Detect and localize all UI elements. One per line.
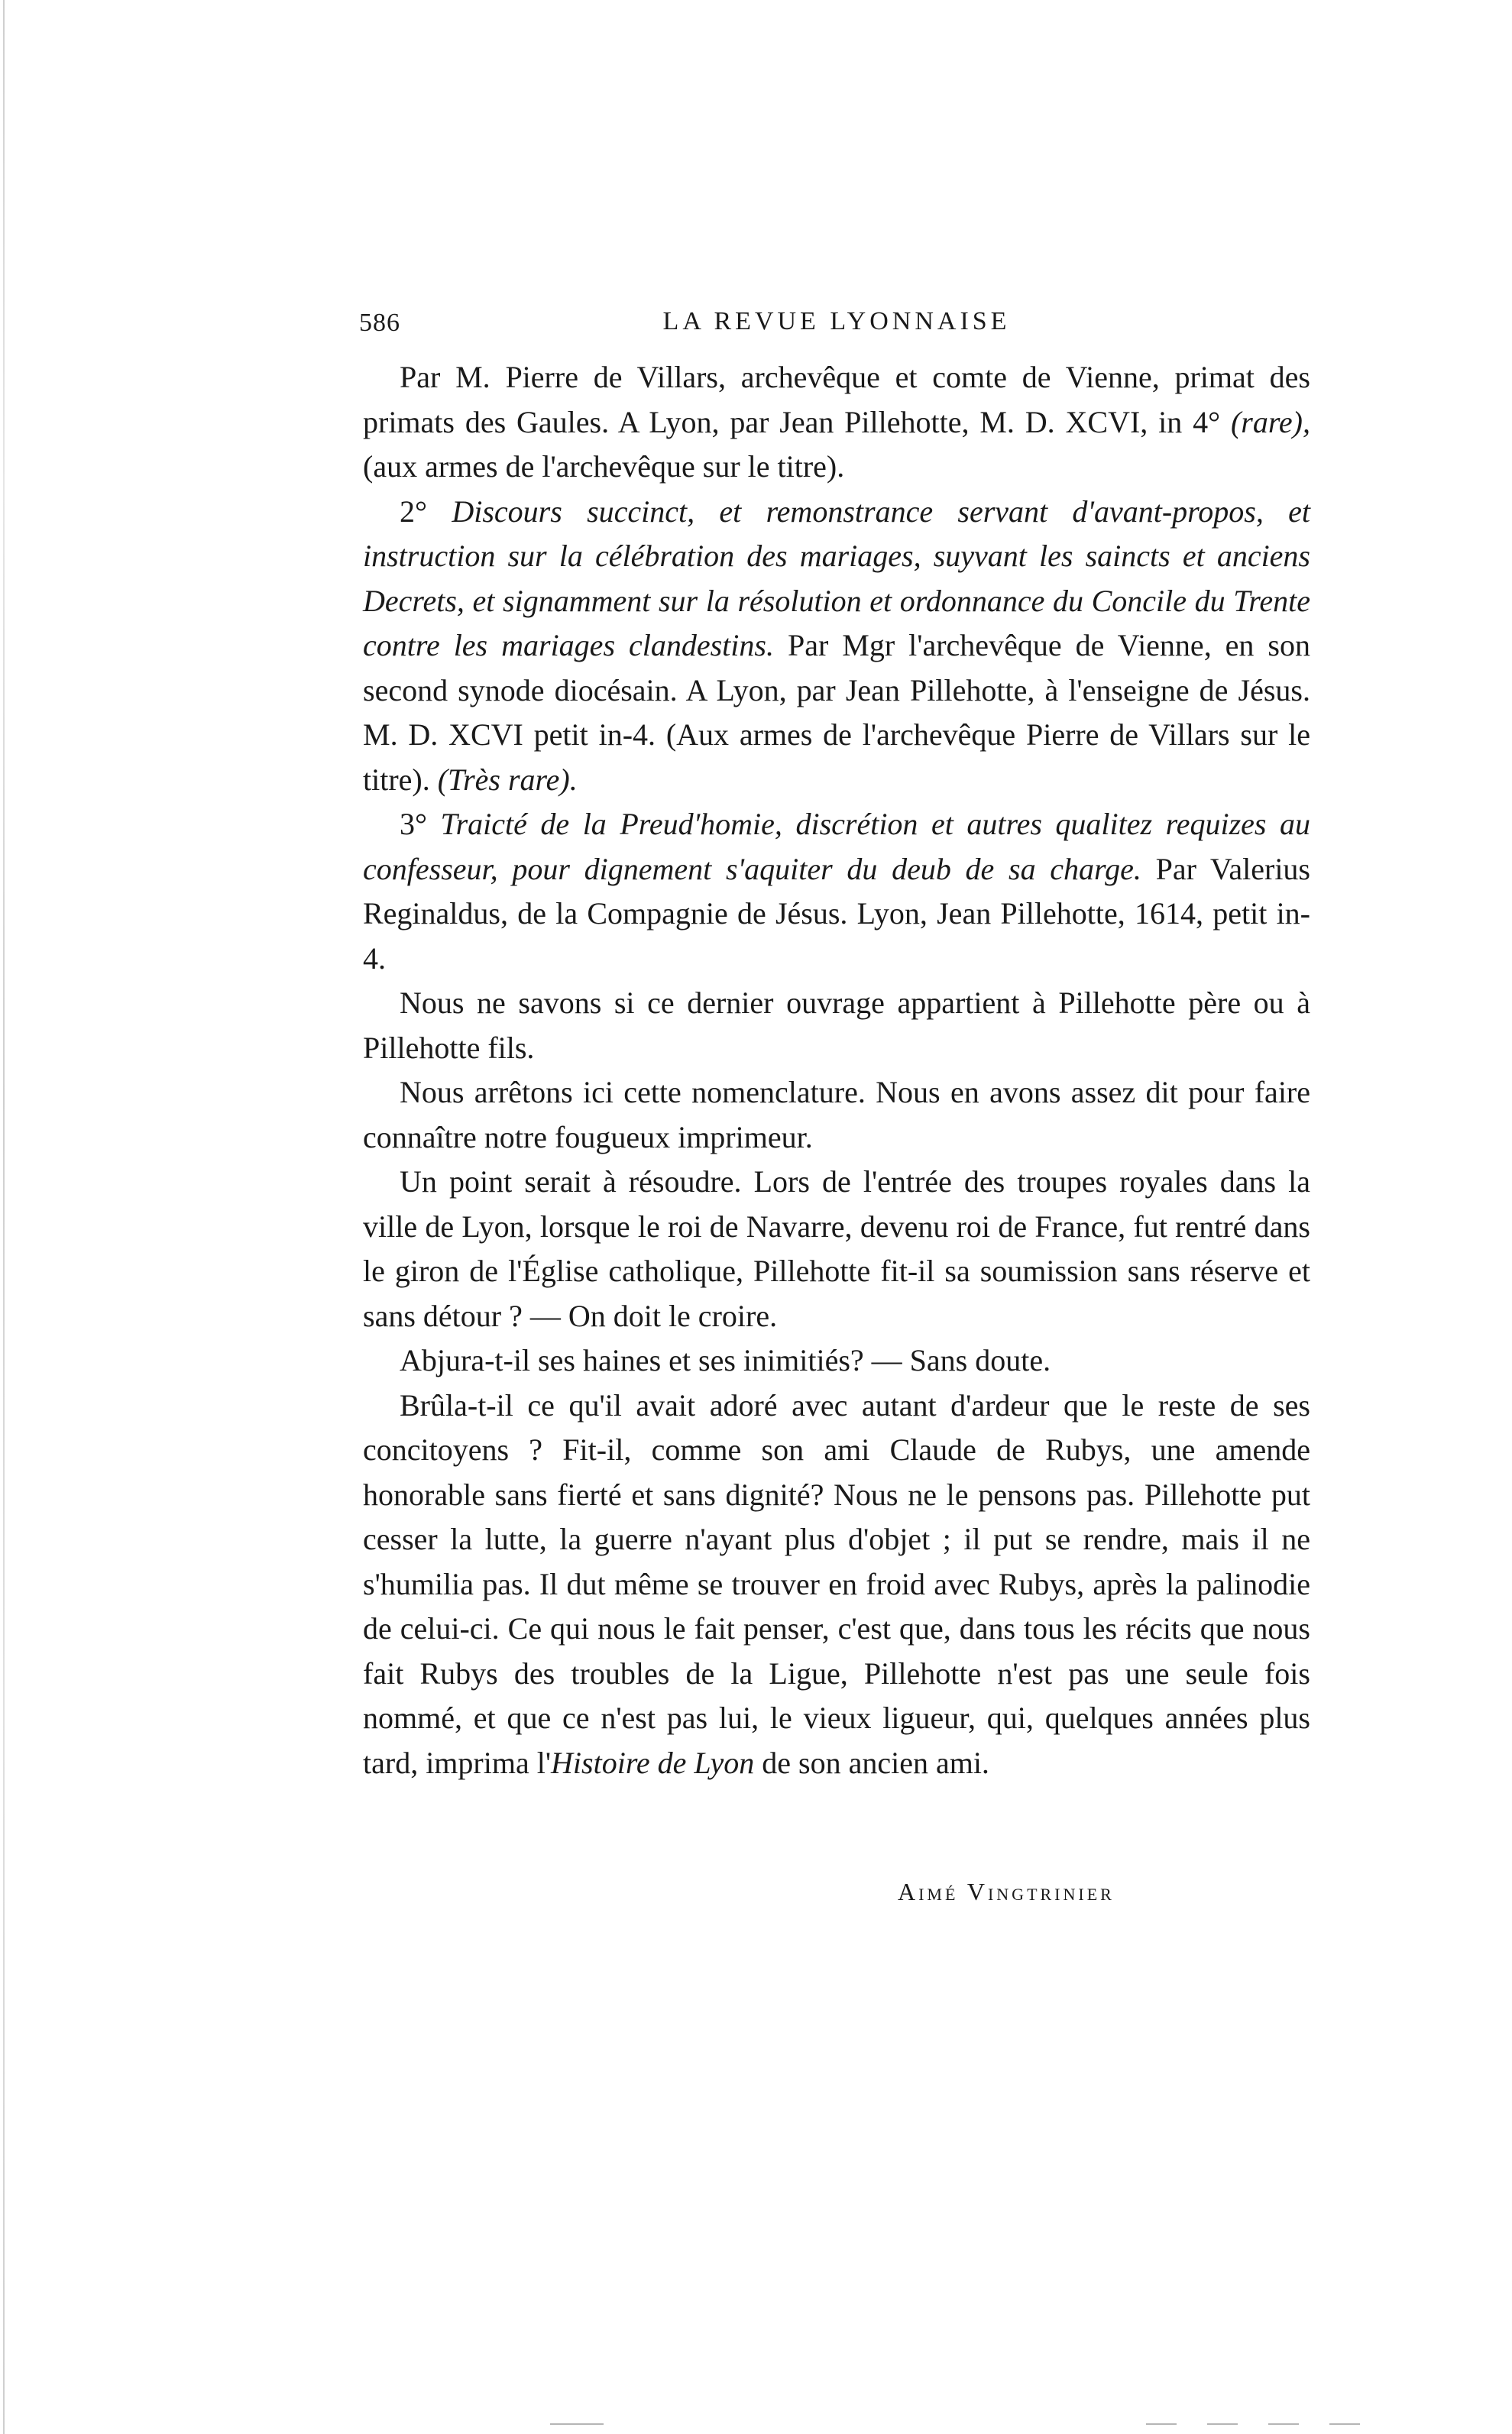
paragraph <box>363 1160 1310 1338</box>
paragraph-text: Un point serait à résoudre. Lors de l'entrée des troupes royales dans la ville de Lyon, lorsque le roi de Navarre, devenu roi de France, fut rentré dans le giron de l'Église catholique, Pillehotte fit-il sa soumission sans réserve et sans détour ? — On doit le croire. <box>363 1164 1310 1333</box>
paragraph-text: Nous ne savons si ce dernier ouvrage appartient à Pillehotte père ou à Pillehotte fils. <box>363 986 1310 1065</box>
running-title: LA REVUE LYONNAISE <box>662 307 1011 335</box>
paragraph-text: de son ancien ami. <box>754 1745 989 1780</box>
paragraph <box>363 1070 1310 1160</box>
bottom-rule-mark <box>1146 2423 1177 2425</box>
paragraph <box>363 1384 1310 1786</box>
bottom-rule-mark <box>1329 2423 1360 2425</box>
italic-title-text: Discours succinct, et remonstrance servant d'avant-propos, et instruction sur la célébration des mariages, suyvant les saincts et anciens Decrets, et signamment sur la résolution et ordonnance du Concile du Trente contre les mariages clandestins. <box>363 494 1310 662</box>
paragraph-text: Abjura-t-il ses haines et ses inimitiés? — Sans doute. <box>400 1343 1051 1377</box>
italic-title-text: (Très rare). <box>437 762 578 797</box>
paragraph <box>363 981 1310 1070</box>
scan-edge-shadow <box>3 0 5 2434</box>
paragraph-text: Par Mgr l'archevêque de Vienne, en son second synode diocésain. A Lyon, par Jean Pillehotte, à l'enseigne de Jésus. M. D. XCVI petit in-4. (Aux armes de l'archevêque Pierre de Villars sur le titre). <box>363 628 1310 797</box>
paragraph-text: Par M. Pierre de Villars, archevêque et comte de Vienne, primat des primats des Gaules. A Lyon, par Jean Pillehotte, M. D. XCVI, in 4° <box>363 360 1310 439</box>
paragraph <box>363 355 1310 490</box>
paragraph <box>363 490 1310 803</box>
italic-title-text: Histoire de Lyon <box>551 1745 755 1780</box>
paragraph <box>363 1338 1310 1384</box>
bottom-rule-mark <box>1268 2423 1299 2425</box>
paragraph-text: Par Valerius Reginaldus, de la Compagnie de Jésus. Lyon, Jean Pillehotte, 1614, petit in-4. <box>363 851 1310 976</box>
bottom-rule-mark <box>1207 2423 1238 2425</box>
paragraph <box>363 802 1310 981</box>
paragraph-text: Brûla-t-il ce qu'il avait adoré avec autant d'ardeur que le reste de ses concitoyens ? Fit-il, comme son ami Claude de Rubys, une amende honorable sans fierté et sans dignité? Nous ne le pensons pas. Pillehotte put cesser la lutte, la guerre n'ayant plus d'objet ; il put se rendre, mais il ne s'humilia pas. Il dut même se trouver en froid avec Rubys, après la palinodie de celui-ci. Ce qui nous le fait penser, c'est que, dans tous les récits que nous fait Rubys des troubles de la Ligue, Pillehotte n'est pas une seule fois nommé, et que ce n'est pas lui, le vieux ligueur, qui, quelques années plus tard, imprima l' <box>363 1387 1310 1780</box>
italic-title-text: (rare), <box>1230 404 1310 439</box>
italic-title-text: Traicté de la Preud'homie, discrétion et autres qualitez requizes au confesseur, pour dignement s'aquiter du deub de sa charge. <box>363 807 1310 886</box>
paragraph-text: Nous arrêtons ici cette nomenclature. Nous en avons assez dit pour faire connaître notre fougueux imprimeur. <box>363 1075 1310 1154</box>
author-signature: Aimé Vingtrinier <box>898 1878 1115 1905</box>
bottom-rule-mark <box>550 2423 604 2425</box>
paragraph-text: 3° <box>400 807 441 841</box>
body-text <box>363 355 1310 1785</box>
paragraph-text: (aux armes de l'archevêque sur le titre). <box>363 449 845 484</box>
paragraph-text: 2° <box>400 494 452 529</box>
page-header <box>359 304 1314 345</box>
page-number: 586 <box>359 309 400 337</box>
